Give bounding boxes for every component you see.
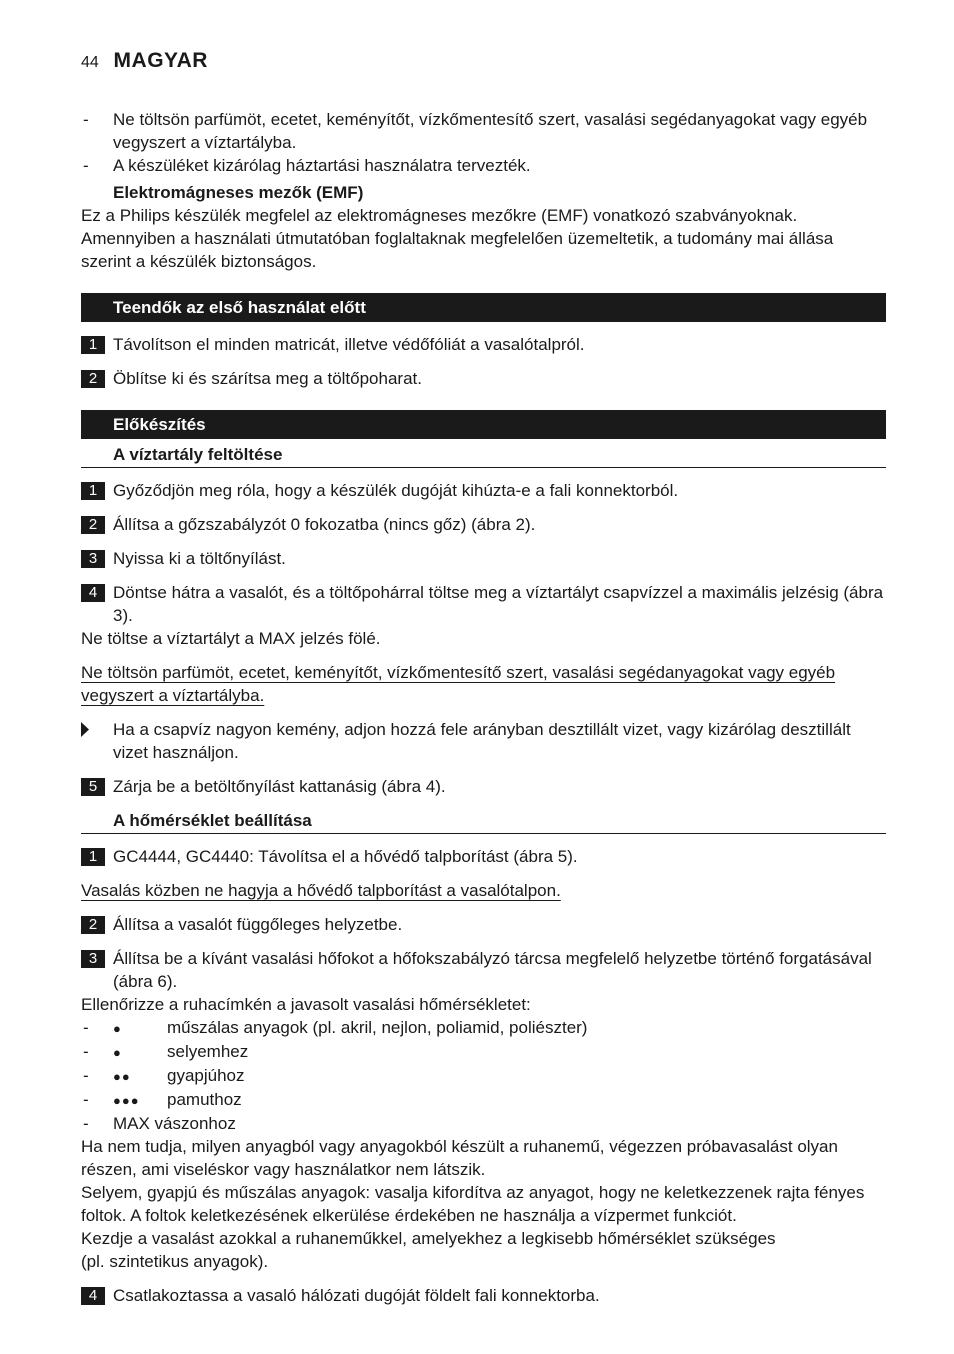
step-text: Állítsa be a kívánt vasalási hőfokot a hőfokszabályzó tárcsa megfelelő helyzetbe történő forgatásával (ábra 6). (113, 949, 872, 991)
preparation-section-bar: Előkészítés (81, 410, 886, 439)
step-text: GC4444, GC4440: Távolítsa el a hővédő talpborítást (ábra 5). (113, 847, 578, 866)
intro-list-item: - A készüléket kizárólag háztartási használatra tervezték. (81, 154, 886, 177)
temperature-subheading: A hőmérséklet beállítása (81, 809, 886, 834)
step-text: Zárja be a betöltőnyílást kattanásig (ábra 4). (113, 777, 446, 796)
step-number: 1 (81, 482, 105, 500)
emf-text: Ez a Philips készülék megfelel az elektromágneses mezőkre (EMF) vonatkozó szabványoknak. Amennyiben a használati útmutatóban foglaltaknak megfelelően üzemeltetik, a tudomány mai állása szerint a készülék biztonságos. (81, 206, 834, 271)
fabric-advice-text: Selyem, gyapjú és műszálas anyagok: vasalja kifordítva az anyagot, hogy ne keletkezzenek rajta fényes foltok. A foltok keletkezésének elkerülése érdekében ne használja a vízpermet funkciót. (81, 1183, 865, 1225)
dot-icon: ● (113, 1021, 122, 1036)
step-number: 1 (81, 848, 105, 866)
filling-step (81, 513, 886, 536)
fabric-text: gyapjúhoz (167, 1066, 245, 1085)
filling-step (81, 479, 886, 502)
filling-step (81, 547, 886, 570)
first-use-step (81, 333, 886, 356)
filling-note: Ne töltse a víztartályt a MAX jelzés fölé. (81, 629, 381, 648)
dot-icon: ●● (113, 1069, 131, 1084)
page-header (81, 49, 208, 74)
fabric-item (81, 1064, 886, 1088)
step-text: Öblítse ki és szárítsa meg a töltőpoharat. (113, 369, 422, 388)
fabric-item (81, 1040, 886, 1064)
start-order-example: (pl. szintetikus anyagok). (81, 1252, 269, 1271)
temperature-step (81, 845, 886, 868)
page-content (81, 108, 886, 1307)
step-text: Állítsa a gőzszabályzót 0 fokozatba (nincs gőz) (ábra 2). (113, 515, 536, 534)
step-text: Csatlakoztassa a vasaló hálózati dugóját földelt fali konnektorba. (113, 1286, 600, 1305)
step-text: Nyissa ki a töltőnyílást. (113, 549, 286, 568)
filling-step (81, 775, 886, 798)
fabric-max-item: - MAX vászonhoz (81, 1112, 886, 1135)
step-number: 2 (81, 516, 105, 534)
filling-warning: Ne töltsön parfümöt, ecetet, keményítőt, vízkőmentesítő szert, vasalási segédanyagokat vagy egyéb vegyszert a víztartályba. (81, 663, 836, 705)
tip-text: Ha a csapvíz nagyon kemény, adjon hozzá fele arányban desztillált vizet, vagy kizárólag desztillált vizet használjon. (113, 720, 851, 762)
temperature-step (81, 1284, 886, 1307)
filling-subheading: A víztartály feltöltése (81, 443, 886, 468)
step-number: 3 (81, 950, 105, 968)
tip-arrow-icon (81, 722, 89, 737)
fabric-text: selyemhez (167, 1042, 249, 1061)
fabric-text: műszálas anyagok (pl. akril, nejlon, poliamid, poliészter) (167, 1018, 588, 1037)
first-use-step (81, 367, 886, 390)
fabric-item (81, 1016, 886, 1040)
step-number: 2 (81, 370, 105, 388)
temperature-warning: Vasalás közben ne hagyja a hővédő talpborítást a vasalótalpon. (81, 881, 561, 900)
filling-step (81, 581, 886, 627)
temperature-step (81, 913, 886, 936)
step-text: Döntse hátra a vasalót, és a töltőpohárral töltse meg a víztartályt csapvízzel a maximális jelzésig (ábra 3). (113, 583, 884, 625)
step-number: 4 (81, 1287, 105, 1305)
dot-icon: ● (113, 1045, 122, 1060)
temperature-step (81, 947, 886, 993)
fabric-item (81, 1088, 886, 1112)
intro-list-item: - Ne töltsön parfümöt, ecetet, keményítőt, vízkőmentesítő szert, vasalási segédanyagokat vagy egyéb vegyszert a víztartályba. (81, 108, 886, 154)
step-text: Távolítson el minden matricát, illetve védőfóliát a vasalótalpról. (113, 335, 585, 354)
step-text: Állítsa a vasalót függőleges helyzetbe. (113, 915, 403, 934)
step-number: 1 (81, 336, 105, 354)
fabric-text: pamuthoz (167, 1090, 242, 1109)
hard-water-tip (81, 718, 886, 764)
dot-icon: ●●● (113, 1093, 140, 1108)
step-number: 2 (81, 916, 105, 934)
language-title: MAGYAR (113, 49, 208, 72)
test-ironing-text: Ha nem tudja, milyen anyagból vagy anyagokból készült a ruhanemű, végezzen próbavasalást olyan részen, ami viseléskor vagy használatkor nem látszik. (81, 1137, 838, 1179)
page-number: 44 (81, 54, 99, 71)
step-number: 5 (81, 778, 105, 796)
step-number: 4 (81, 584, 105, 602)
start-order-text: Kezdje a vasalást azokkal a ruhaneműkkel, amelyekhez a legkisebb hőmérséklet szükséges (81, 1229, 776, 1248)
label-intro: Ellenőrizze a ruhacímkén a javasolt vasalási hőmérsékletet: (81, 995, 531, 1014)
first-use-section-bar: Teendők az első használat előtt (81, 293, 886, 322)
step-text: Győződjön meg róla, hogy a készülék dugóját kihúzta-e a fali konnektorból. (113, 481, 679, 500)
step-number: 3 (81, 550, 105, 568)
emf-heading: Elektromágneses mezők (EMF) (113, 183, 364, 202)
